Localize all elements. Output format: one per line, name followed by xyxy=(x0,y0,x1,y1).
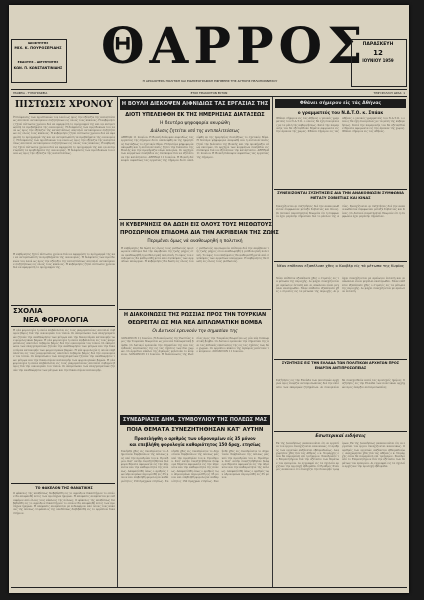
story4-subhead-2: και επεβλήθη φορολογία καθαριότητος 150 δραχ. ετησίως xyxy=(129,442,261,447)
left-bottom-rule xyxy=(11,483,115,484)
story3-headline-1: Η ΔΙΑΚΟΙΝΩΣΙΣ ΤΗΣ ΡΩΣΣΙΑΣ ΠΡΟΣ ΤΗΝ ΤΟΥΡΚΙΑΝ xyxy=(123,312,267,318)
lead-subhead-3: Διάλυσις ζητείται υπό της αντιπολιτεύσεως xyxy=(150,128,240,133)
story4-headline-bar: ΣΥΝΕΔΡΙΑΣΙΣ ΔΗΜ. ΣΥΜΒΟΥΛΙΟΥ ΤΗΣ ΠΟΛΕΩΣ ΜΑΣ xyxy=(120,415,270,425)
date-weekday: ΠΑΡΑΣΚΕΥΗ xyxy=(362,42,394,47)
right-story1-text: Συνεχίζονται αι συζητήσεις διά την ανακοινωθείσαν συμφωνίαν μεταξύ Σοβιετίας και Κίνας. Οι Δυτικοί παρατηρηταί θεωρούν ότι η συμφωνία έχει μεγάλην σημασίαν διά το μέλλον της Ασίας. Συνεχίζονται αι συζητήσεις διά την ανακοινωθείσαν συμφωνίαν μεταξύ Σοβιετίας και Κίνας. Οι Δυτικοί παρατηρηταί θεωρούν ότι η συμφωνία έχει μεγάλην σημασίαν. xyxy=(276,205,405,218)
story3-text: ΛΟΝΔΙΝΟΝ 11 Ιουνίου. Η διακοίνωσις της Ρωσσίας προς την Τουρκίαν θεωρείται ως μία νέα διπλωματική βόμβα. Οι Δυτικοί ερευνούν την σημασίαν της και τας πιθανάς επιπτώσεις της εις τας σχέσεις των δύο χωρών. Οι αρμόδιοι κύκλοι της Άγκυρας μελετούν το κείμενον. ΛΟΝΔΙΝΟΝ 11 Ιουνίου. Η διακοίνωσις της Ρωσσίας προς την Τουρκίαν θεωρείται ως μία νέα διπλωματική βόμβα. Οι Δυτικοί ερευνούν την σημασίαν της και τας πιθανάς επιπτώσεις της εις τας σχέσεις των δύο χωρών. Οι αρμόδιοι κύκλοι της Άγκυρας μελετούν το κείμενον. ΛΟΝΔΙΝΟΝ 11 Ιουνίου. xyxy=(121,337,269,357)
column-divider-2 xyxy=(272,97,273,587)
publisher-line-2: ΜΙΧ. Κ. ΠΟΥΡΟΣΕΡΙΔΗΣ xyxy=(14,46,62,50)
left-section-rule-bottom xyxy=(11,326,115,327)
left-headline-rule xyxy=(29,113,99,114)
story2-headline-1: Η ΚΥΒΕΡΝΗΣΙΣ ΘΑ ΔΩΣΗ ΕΙΣ ΟΛΟΥΣ ΤΟΥΣ ΜΙΣΘΩΤΟΥΣ xyxy=(120,222,272,228)
bottom-rule xyxy=(11,587,407,588)
masthead-rule xyxy=(11,89,407,90)
right-bottom-text: Εκ της Διοικήσεως ανακοινούται ότι αι εργασίαι του έργου συνεχίζονται κανονικώς. Ο αριθμός των εργατών αυξάνεται εβδομαδιαίως. Αναχώρησεν χθες διά τας Αθήνας ο κ. Νομάρχης όπου θα παραμείνη επί τριήμερον. Συνεδρίασε το Επιμελητήριον διά την εξέτασιν των θεμάτων του εμπορίου. Αι εγγραφαί εις τα σχολεία αρχίζουν την προσεχή εβδομάδα. Ο Ερυθρός Σταυρός ανακοινοί ότι συνεχίζει την διανομήν τροφίμων. Εκ της Διοικήσεως ανακοινούται ότι αι εργασίαι του έργου συνεχίζονται κανονικώς. Ο αριθμός των εργατών αυξάνεται εβδομαδιαίως. Αναχώρησεν χθες διά τας Αθήνας ο κ. Νομάρχης όπου θα παραμείνη επί τριήμερον. Συνεδρίασε το Επιμελητήριον διά την εξέτασιν των θεμάτων του εμπορίου. Αι εγγραφαί εις τα σχολεία αρχίζουν την προσεχή εβδομάδα. xyxy=(276,442,405,472)
column-divider-1 xyxy=(117,97,118,587)
publisher-line-1: ΙΔΙΟΚΤΗΤΗΣ xyxy=(27,41,49,45)
right-small-rule xyxy=(274,431,407,432)
left-section-headline: ΝΕΑ ΦΟΡΟΛΟΓΙΑ xyxy=(23,316,89,324)
right-top-subhead: ο γραμματεύς του Ν.Α.Τ.Ο. κ. Σπάακ xyxy=(297,110,384,115)
left-bottom-label: ΤΟ ΦΑΚΕΛΟΝ ΤΗΣ ΘΑΝΑΤΙΚΗΣ xyxy=(35,486,93,490)
story4-text: Συνήλθε χθες εις συνεδρίασιν το Δημοτικόν Συμβούλιον της πόλεως μας υπό την προεδρίαν του κ. Προέδρου. Κατ' αυτήν συνεζητήθησαν διάφορα θέματα αφορώντα εις την ύδρευσιν και την καθαριότητα της πόλεως. Απεφασίσθη όπως ο αριθμός των υδρονομέων περιορισθή εις 35 μόνον και επιβληθή φορολογία καθαριότητος 150 δραχμών ετησίως. Συνήλθε χθες εις συνεδρίασιν το Δημοτικόν Συμβούλιον της πόλεως μας υπό την προεδρίαν του κ. Προέδρου. Κατ' αυτήν συνεζητήθησαν διάφορα θέματα αφορώντα εις την ύδρευσιν και την καθαριότητα της πόλεως. Απεφασίσθη όπως ο αριθμός των υδρονομέων περιορισθή εις 35 μόνον και επιβληθή φορολογία καθαριότητος 150 δραχμών ετησίως. Συνήλθε χθες εις συνεδρίασιν το Δημοτικόν Συμβούλιον της πόλεως μας υπό την προεδρίαν του κ. Προέδρου. Κατ' αυτήν συνεζητήθησαν διάφορα θέματα αφορώντα εις την ύδρευσιν και την καθαριότητα της πόλεως. Απεφασίσθη όπως ο αριθμός των υδρονομέων περιορισθή εις 35 μόνον. xyxy=(121,450,269,483)
left-article-text-2: Η κυβέρνησις ζητεί πίστωσιν χρόνου διά να εφαρμόση το πρόγραμμά της και να αντιμετωπίση τα προβλήματα της οικονομίας. Ἡ διάψευσις των προσδοκιών του λαού ως προς την εξέλιξιν της καταστάσεως αποτελεί αντικείμενον συζητήσεων εις όλους τους κύκλους. Η κυβέρνησις ζητεί πίστωσιν χρόνου διά να εφαρμόση το πρόγραμμά της. xyxy=(13,253,115,270)
story2-text: Η κυβέρνησις θα δώση εις όλους τους μισθωτούς προσωρινόν επίδομα διά την ακρίβειαν της ζωής μέχρις ότου αναθεωρηθή η μισθολογική πολιτική. Το ύψος του επιδόματος θα καθορισθή μετά από συσκέψεις των αρμοδίων υπουργών. Η κυβέρνησις θα δώση εις όλους τους μισθωτούς προσωρινόν επίδομα διά την ακρίβειαν της ζωής μέχρις ότου αναθεωρηθή η μισθολογική πολιτική. Το ύψος του επιδόματος θα καθορισθή μετά από συσκέψεις των αρμοδίων υπουργών. Η κυβέρνησις θα δώση εις όλους τους μισθωτούς. xyxy=(121,247,269,264)
lead-subhead-1: ΔΙΟΤΙ ΥΠΕΛΕΙΦΘΗ ΕΚ ΤΗΣ ΗΜΕΡΗΣΙΑΣ ΔΙΑΤΑΞΕΩΣ xyxy=(125,112,265,118)
right-story2-headline: Νέον επίθεσιν εξαπέλυσε χθες ο Κουβέρ είς τά μέτωπα της Κυρίας xyxy=(276,263,405,268)
right-small-label: Εσωτερικαί ειδήσεις xyxy=(315,434,366,439)
left-article-text-1: Ἡ διάψευσις των προσδοκιών του λαού ως προς την εξέλιξιν της καταστάσεως αποτελεί αντικείμενον συζητήσεων εις όλους τους κύκλους. Η κυβέρνησις ζητεί πίστωσιν χρόνου διά να εφαρμόση το πρόγραμμά της και να αντιμετωπίση τα προβλήματα της οικονομίας. Ἡ διάψευσις των προσδοκιών του λαού ως προς την εξέλιξιν της καταστάσεως αποτελεί αντικείμενον συζητήσεων εις όλους τους κύκλους. Η κυβέρνησις ζητεί πίστωσιν χρόνου διά να εφαρμόση το πρόγραμμά της και να αντιμετωπίση τα προβλήματα της οικονομίας. Ἡ διάψευσις των προσδοκιών του λαού ως προς την εξέλιξιν της καταστάσεως αποτελεί αντικείμενον συζητήσεων εις όλους τους κύκλους. Η κυβέρνησις ζητεί πίστωσιν χρόνου διά να εφαρμόση το πρόγραμμά της και να αντιμετωπίση τα προβλήματα της οικονομίας. Ἡ διάψευσις των προσδοκιών του λαού ως προς την εξέλιξιν της καταστάσεως. xyxy=(13,116,116,156)
right-top-bar: Φθάνει σήμερον είς τάς Αθήνας xyxy=(275,99,406,108)
right-story1-rule xyxy=(274,189,407,190)
left-headline: ΠΙΣΤΩΣΙΣ ΧΡΟΝΟΥ xyxy=(15,100,113,110)
publisher-line-3: ΕΚΔΟΤΗΣ - ΔΙΕΥΘΥΝΤΗΣ xyxy=(17,60,59,64)
story4-subhead-1: Προσελήφθη ο αριθμός των υδρονομέων είς 35 μόνον xyxy=(134,436,256,441)
masthead-subtitle: Η ΑΡΧΑΙΟΤΕΡΑ ΠΟΛΙΤΙΚΗ ΚΑΙ ΕΙΔΗΣΕΟΓΡΑΦΙΚΗ ΕΦΗΜΕΡΙΣ ΤΗΣ ΔΥΤΙΚΗΣ ΠΕΛΟΠΟΝΝΗΣΟΥ xyxy=(142,79,278,83)
date-month: ΙΟΥΝΙΟΥ 1959 xyxy=(362,58,394,63)
right-story3-rule xyxy=(274,359,407,360)
story3-subhead: Οι Δυτικοί ερευνούν την σημασίαν της xyxy=(152,329,238,334)
right-story3-text: Συζήτησις εις την Ελλάδα των πολιτικών αρχηγών προς έναρξιν αντιπροσωπείας διά την επίλυσιν των εκκρεμών ζητημάτων. Αι συνομιλίαι θα συνεχισθούν κατά τας προσεχείς ημέρας. Συζήτησις εις την Ελλάδα των πολιτικών αρχηγών προς έναρξιν αντιπροσωπείας. xyxy=(276,379,405,389)
strip-right: ΤΙΜΗ ΦΥΛΛΟΥ ΔΡΑΧ. 1 xyxy=(373,91,405,95)
strip-left: ΓΡΑΦΕΙΑ - ΤΥΠΟΓΡΑΦΕΙΑ xyxy=(13,91,48,95)
story2-subhead: Περιμένει όμως νά αναθεωρηθή η πολιτική xyxy=(147,239,243,244)
right-story3-headline: ΣΥΖΗΤΗΣΙΣ ΕΙΣ ΤΗΝ ΕΛΛΑΔΑ ΤΩΝ ΠΟΛΙΤΙΚΩΝ ΑΡΧΗΓΩΝ ΠΡΟΣ ΕΝΑΡΞΙΝ ΑΝΤΙΠΡΟΣΩΠΕΙΑΣ xyxy=(281,361,400,370)
masthead-title: ΘΑΡΡΟΣ xyxy=(101,16,368,75)
right-top-text: Φθάνει σήμερον εις τας Αθήνας ο γενικός γραμματεύς του Ν.Α.Τ.Ο. ο οποίος θα έχη συνομιλίας με τα μέλη της κυβερνήσεως. Κατά την παραμονήν του θα εξετασθούν θέματα αφορώντα εις την άμυναν της χώρας. Φθάνει σήμερον εις τας Αθήνας ο γενικός γραμματεύς του Ν.Α.Τ.Ο. ο οποίος θα έχη συνομιλίας με τα μέλη της κυβερνήσεως. Κατά την παραμονήν του θα εξετασθούν θέματα αφορώντα εις την άμυναν της χώρας. Φθάνει σήμερον εις τας Αθήνας. xyxy=(276,117,405,134)
publisher-line-4: ΚΩΝ. Π. ΚΩΝΣΤΑΝΤΙΝΙΔΗΣ xyxy=(13,66,63,70)
lead-text: ΑΘΗΝΑΙ 11 Ιουνίου. Η Βουλή διέκοψεν αιφνιδίως τας εργασίας της σήμερον διότι υπελείφθη εκ της ημερησίας διατάξεως το σχετικόν θέμα. Η δευτέρα ψηφοφορία ακυρώθη και η αντιπολίτευσις ζητεί την διάλυσιν της Βουλής και την προκήρυξιν νέων εκλογών. Οι αρχηγοί των κομμάτων συνήλθον εις σύσκεψιν διά να εξετάσουν την κατάστασιν. ΑΘΗΝΑΙ 11 Ιουνίου. Η Βουλή διέκοψεν αιφνιδίως τας εργασίας της σήμερον διότι υπελείφθη εκ της ημερησίας διατάξεως το σχετικόν θέμα. Η δευτέρα ψηφοφορία ακυρώθη και η αντιπολίτευσις ζητεί την διάλυσιν της Βουλής και την προκήρυξιν νέων εκλογών. Οι αρχηγοί των κομμάτων συνήλθον εις σύσκεψιν διά να εξετάσουν την κατάστασιν. ΑΘΗΝΑΙ 11 Ιουνίου. Η Βουλή διέκοψεν αιφνιδίως τας εργασίας της σήμερον. xyxy=(121,136,269,163)
left-section-rule-top xyxy=(11,305,115,306)
lead-subhead-2: Η δευτέρα ψηφοφορία ακυρώθη xyxy=(160,121,230,126)
right-story1-headline: ΣΥΝΕΧΙΖΟΝΤΑΙ ΣΥΖΗΤΗΣΕΙΣ ΔΙΑ ΤΗΝ ΑΝΑΚΟΙΝΩΣΙΝ ΣΥΜΦΩΝΙΑ ΜΕΤΑΞΥ ΣΟΒΙΕΤΙΑΣ ΚΑΙ ΚΙΝΑΣ xyxy=(277,191,404,200)
newspaper-page xyxy=(9,5,409,593)
date-day: 12 xyxy=(373,49,383,57)
story3-headline-2: ΘΕΩΡΕΙΤΑΙ ΩΣ ΜΙΑ ΝΕΑ ΔΙΠΛΩΜΑΤΙΚΗ ΒΟΜΒΑ xyxy=(127,320,263,326)
left-bottom-text: Ο φάκελος της υποθέσεως διεβιβάσθη εις το αρμόδιον δικαστήριον το οποίον θα αποφανθή εντός των προσεχών ημερών. Η απόφασις αναμένεται με ενδιαφέρον από όλους τους κύκλους της πόλεως. Ο φάκελος της υποθέσεως διεβιβάσθη εις το αρμόδιον δικαστήριον το οποίον θα αποφανθή εντός των προσεχών ημερών. Η απόφασις αναμένεται με ενδιαφέρον από όλους τους κύκλους της πόλεως. Ο φάκελος της υποθέσεως διεβιβάσθη εις το αρμόδιον δικαστήριον. xyxy=(13,492,115,515)
strip-rule xyxy=(11,96,407,97)
right-story2-text: Νέαν επίθεσιν εξαπέλυσε χθες ο στρατός εις τα μέτωπα της περιοχής. Αι μάχαι συνεχίζονται με αμείωτον ένταση και αι απώλειαι είναι μεγάλαι εκατέρωθεν. Νέαν επίθεσιν εξαπέλυσε χθες ο στρατός εις τα μέτωπα της περιοχής. Αι μάχαι συνεχίζονται με αμείωτον ένταση και αι απώλειαι είναι μεγάλαι εκατέρωθεν. Νέαν επίθεσιν εξαπέλυσε χθες ο στρατός εις τα μέτωπα της περιοχής. Αι μάχαι συνεχίζονται με αμείωτον ένταση. xyxy=(276,277,405,294)
left-section-label: ΣΧΟΛΙΑ xyxy=(13,307,43,315)
story4-headline: ΠΟΙΑ ΘΕΜΑΤΑ ΣΥΝΕΖΗΤΗΘΗΣΑΝ ΚΑΤ' ΑΥΤΗΝ xyxy=(126,427,264,433)
story3-rule xyxy=(119,309,271,310)
strip-center: ΕΤΟΣ ΤΡΙΑΚΟΣΤΟΝ ΕΚΤΟΝ xyxy=(190,91,228,95)
left-section-text: Η νέα φορολογία η οποία επιβάλλεται εις τους μικρομεσαίους αποτελεί σοβαρόν βάρος διά την οικονομίαν του τόπου. Οι εκπρόσωποι των επαγγελματιών ζητούν την αναθεώρησιν των μέτρων και την δικαιοτέραν κατανομήν των φορολογικών βαρών. Η νέα φορολογία η οποία επιβάλλεται εις τους μικρομεσαίους αποτελεί σοβαρόν βάρος διά την οικονομίαν του τόπου. Οι εκπρόσωποι των επαγγελματιών ζητούν την αναθεώρησιν των μέτρων και την δικαιοτέραν κατανομήν των φορολογικών βαρών. Η νέα φορολογία η οποία επιβάλλεται εις τους μικρομεσαίους αποτελεί σοβαρόν βάρος διά την οικονομίαν του τόπου. Οι εκπρόσωποι των επαγγελματιών ζητούν την αναθεώρησιν των μέτρων και την δικαιοτέραν κατανομήν των φορολογικών βαρών. Η νέα φορολογία η οποία επιβάλλεται εις τους μικρομεσαίους αποτελεί σοβαρόν βάρος διά την οικονομίαν του τόπου. Οι εκπρόσωποι των επαγγελματιών ζητούν την αναθεώρησιν των μέτρων και την δικαιοτέραν κατανομήν. xyxy=(13,329,115,372)
story2-headline-2: ΠΡΟΣΩΡΙΝΟΝ ΕΠΙΔΟΜΑ ΔΙΑ ΤΗΝ ΑΚΡΙΒΕΙΑΝ ΤΗΣ ΖΩΗΣ xyxy=(120,230,279,236)
lead-headline-bar: Η ΒΟΥΛΗ ΔΙΕΚΟΨΕΝ ΑΙΦΝΙΔΙΩΣ ΤΑΣ ΕΡΓΑΣΙΑΣ ΤΗΣ xyxy=(120,99,270,110)
story2-rule xyxy=(119,219,271,220)
right-story2-rule xyxy=(274,261,407,262)
